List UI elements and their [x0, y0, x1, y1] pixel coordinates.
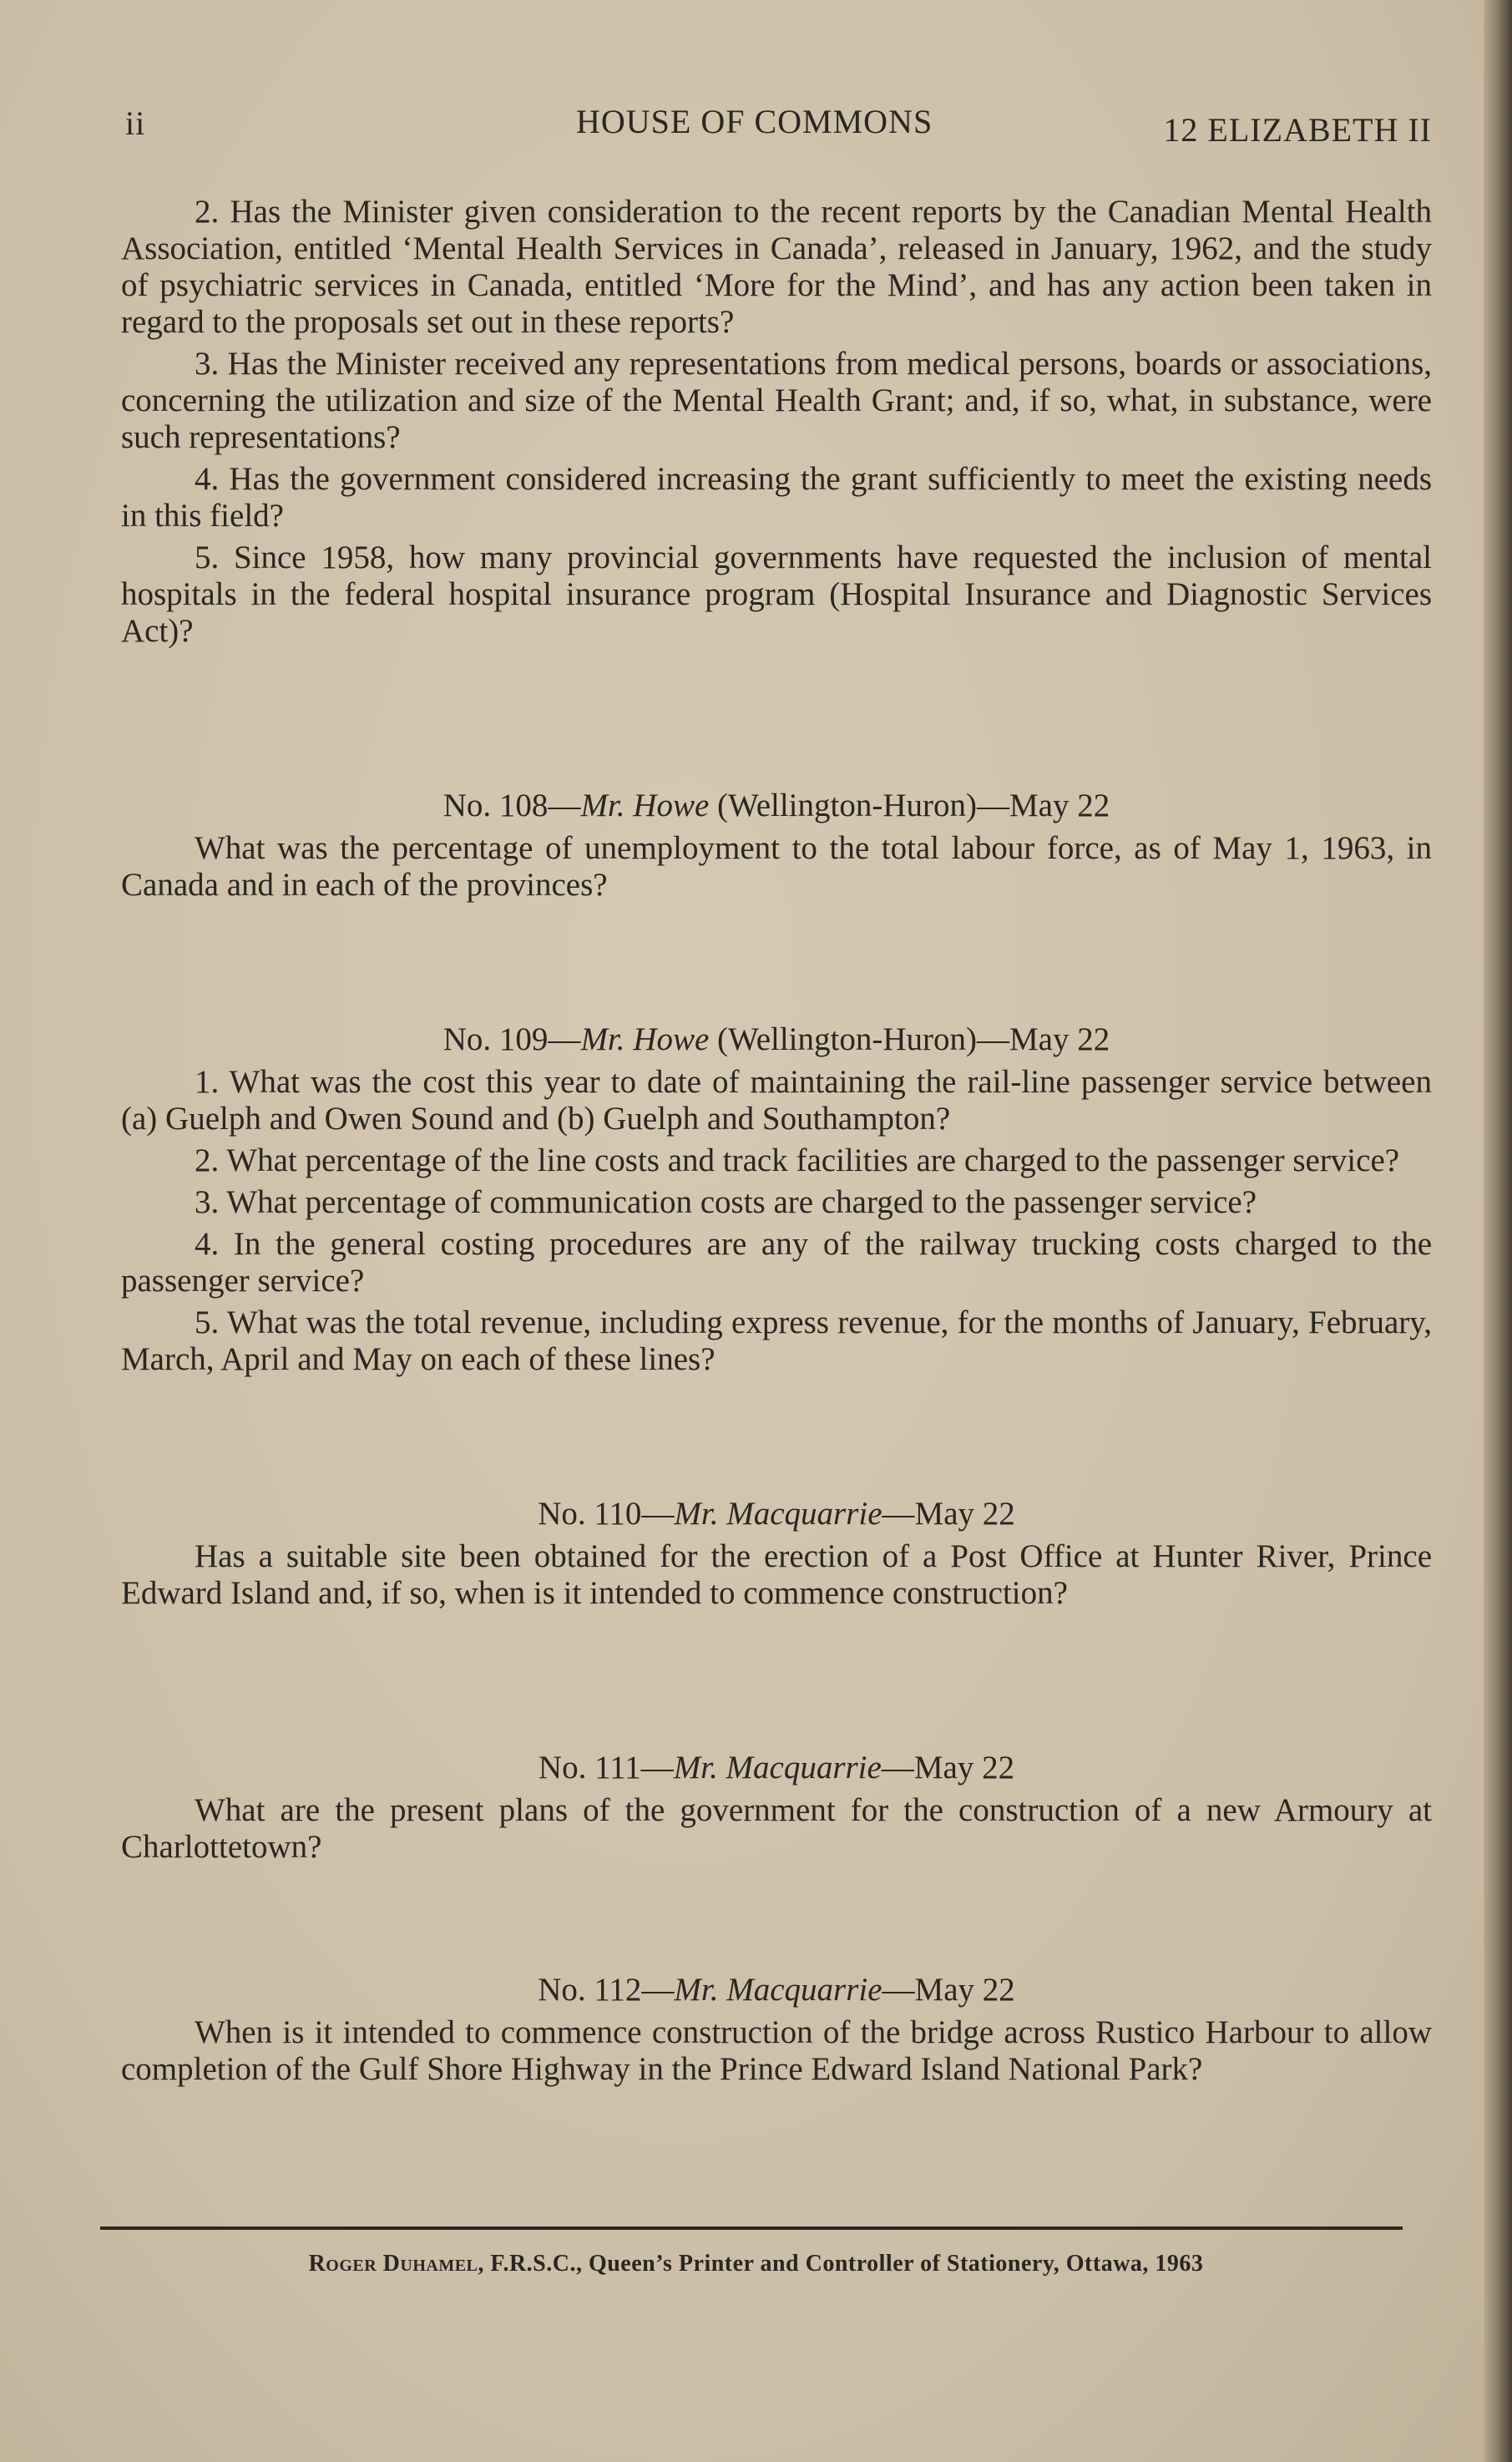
- question-heading: [121, 1021, 1432, 1059]
- question-paragraph: Has a suitable site been obtained for the erection of a Post Office at Hunter River, Prince Edward Island and, if so, when is it intended to commence construction?: [121, 1538, 1432, 1611]
- question-paragraph: When is it intended to commence construction of the bridge across Rustico Harbour to allow completion of the Gulf Shore Highway in the Prince Edward Island National Park?: [121, 2014, 1432, 2087]
- question-riding-date: (Wellington-Huron)—May 22: [709, 788, 1110, 823]
- question-paragraph: 2. Has the Minister given consideration to the recent reports by the Canadian Mental Health Association, entitled ‘Mental Health Services in Canada’, released in January, 1962, and the study of psychiatric services in Canada, entitled ‘More for the Mind’, and has any action been taken in regard to the proposals set out in these reports?: [121, 194, 1432, 340]
- running-header: [125, 99, 1432, 149]
- header-regnal-year: 12 ELIZABETH II: [1163, 111, 1432, 149]
- question-member: Mr. Howe: [580, 1021, 710, 1057]
- continued-question: [121, 194, 1432, 650]
- page-number: ii: [125, 104, 146, 142]
- question-paragraph: 4. Has the government considered increasing the grant sufficiently to meet the existing needs in this field?: [121, 461, 1432, 534]
- question-heading: [121, 1971, 1432, 2009]
- printer-imprint: [0, 2251, 1512, 2277]
- footer-rule: [100, 2226, 1403, 2230]
- question-paragraph: 4. In the general costing procedures are any of the railway trucking costs charged to the passenger service?: [121, 1226, 1432, 1299]
- printer-imprint-text: Queen’s Printer and Controller of Stationery, Ottawa, 1963: [582, 2251, 1204, 2277]
- question-paragraph: 3. What percentage of communication costs are charged to the passenger service?: [195, 1184, 1257, 1220]
- document-body: [121, 194, 1432, 2100]
- question-number: No. 110—: [538, 1496, 675, 1532]
- question-heading: [121, 1495, 1432, 1533]
- question-108: [121, 787, 1432, 904]
- question-member: Mr. Howe: [580, 788, 710, 823]
- question-paragraph: 2. What percentage of the line costs and track facilities are charged to the passenger service?: [195, 1142, 1400, 1178]
- question-paragraph: 5. Since 1958, how many provincial governments have requested the inclusion of mental hospitals in the federal hospital insurance program (Hospital Insurance and Diagnostic Services Act)?: [121, 540, 1432, 649]
- question-number: No. 108—: [442, 788, 581, 823]
- question-number: No. 109—: [442, 1021, 581, 1057]
- question-111: [121, 1749, 1432, 1866]
- question-member: Mr. Macquarrie: [674, 1496, 882, 1532]
- question-110: [121, 1495, 1432, 1612]
- question-member: Mr. Macquarrie: [673, 1750, 882, 1786]
- question-riding-date: (Wellington-Huron)—May 22: [709, 1021, 1110, 1057]
- question-paragraph: 1. What was the cost this year to date of maintaining the rail-line passenger service between (a) Guelph and Owen Sound and (b) Guelph and Southampton?: [121, 1064, 1432, 1137]
- question-riding-date: —May 22: [882, 1496, 1015, 1532]
- question-number: No. 112—: [538, 1972, 675, 2008]
- question-riding-date: —May 22: [881, 1750, 1015, 1786]
- question-number: No. 111—: [538, 1750, 674, 1786]
- printer-name: Roger Duhamel,: [308, 2251, 484, 2277]
- question-paragraph: 5. What was the total revenue, including express revenue, for the months of January, February, March, April and May on each of these lines?: [121, 1304, 1432, 1377]
- question-paragraph: 3. Has the Minister received any representations from medical persons, boards or associations, concerning the utilization and size of the Mental Health Grant; and, if so, what, in substance, were such representations?: [121, 346, 1432, 455]
- question-paragraph: What are the present plans of the government for the construction of a new Armoury at Charlottetown?: [121, 1792, 1432, 1865]
- question-112: [121, 1971, 1432, 2088]
- question-109: [121, 1021, 1432, 1378]
- question-heading: [121, 787, 1432, 825]
- question-member: Mr. Macquarrie: [674, 1972, 882, 2008]
- question-paragraph: What was the percentage of unemployment to the total labour force, as of May 1, 1963, in Canada and in each of the provinces?: [121, 830, 1432, 903]
- header-title: HOUSE OF COMMONS: [576, 103, 933, 140]
- question-heading: [121, 1749, 1432, 1787]
- question-riding-date: —May 22: [882, 1972, 1015, 2008]
- printer-credentials: F.R.S.C.,: [483, 2251, 583, 2277]
- book-spine-shadow: [1484, 0, 1512, 2462]
